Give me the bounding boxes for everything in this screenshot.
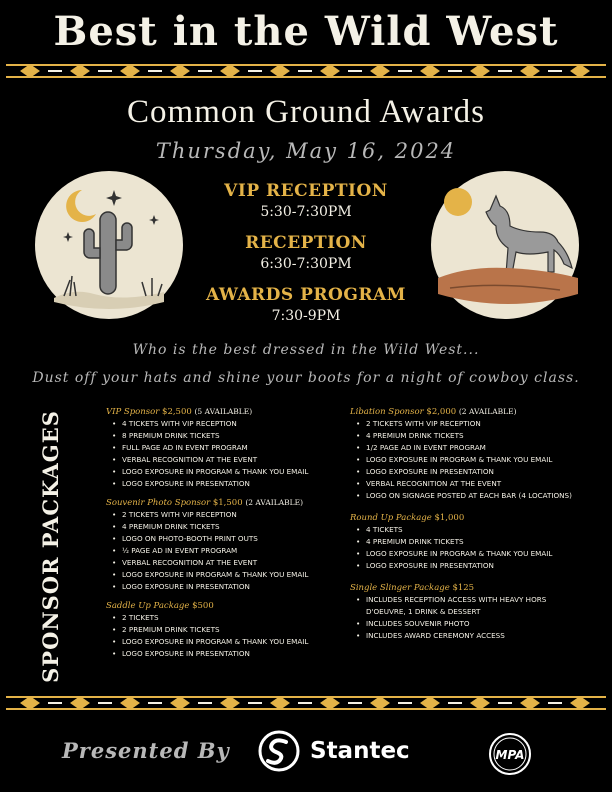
presented-by-label: Presented By — [62, 738, 230, 763]
full-moon-icon — [444, 188, 472, 216]
mpa-logo — [488, 732, 532, 776]
list-item: • 4 PREMIUM DRINK TICKETS — [356, 430, 606, 442]
package-name: Saddle Up Package — [106, 601, 190, 611]
vip-reception-time: 5:30-7:30PM — [260, 204, 352, 220]
package-title — [350, 406, 606, 418]
package-benefits-list — [112, 418, 346, 490]
package-name: Libation Sponsor — [350, 407, 424, 417]
list-item: • 4 TICKETS — [356, 524, 606, 536]
package-price: $125 — [452, 583, 475, 593]
package-title — [106, 497, 346, 509]
list-item: • LOGO EXPOSURE IN PROGRAM & THANK YOU EMAIL — [356, 454, 606, 466]
event-date: Thursday, May 16, 2024 — [155, 139, 457, 163]
list-item: • LOGO EXPOSURE IN PROGRAM & THANK YOU EMAIL — [112, 569, 346, 581]
list-item: • FULL PAGE AD IN EVENT PROGRAM — [112, 442, 346, 454]
list-item: • LOGO EXPOSURE IN PRESENTATION — [356, 560, 606, 572]
list-item: • LOGO EXPOSURE IN PRESENTATION — [356, 466, 606, 478]
desert-cactus-illustration — [34, 170, 184, 320]
list-item: • 1/2 PAGE AD IN EVENT PROGRAM — [356, 442, 606, 454]
package-libation-sponsor — [350, 406, 606, 502]
list-item: • 4 TICKETS WITH VIP RECEPTION — [112, 418, 346, 430]
stantec-logo — [258, 730, 410, 772]
aztec-border-top — [6, 60, 606, 82]
reception-time: 6:30-7:30PM — [260, 256, 352, 272]
stantec-name: Stantec — [310, 738, 410, 764]
package-price: $1,000 — [434, 513, 465, 523]
list-item: • INCLUDES AWARD CEREMONY ACCESS — [356, 630, 606, 642]
list-item: • LOGO EXPOSURE IN PRESENTATION — [112, 648, 346, 660]
package-availability: (5 AVAILABLE) — [194, 407, 253, 416]
list-item: • 2 TICKETS WITH VIP RECEPTION — [112, 509, 346, 521]
reception-label: RECEPTION — [245, 233, 367, 253]
package-benefits-list — [356, 524, 606, 572]
package-vip-sponsor — [106, 406, 346, 490]
list-item: • 2 PREMIUM DRINK TICKETS — [112, 624, 346, 636]
sponsor-packages-heading-text: SPONSOR PACKAGES — [37, 409, 63, 683]
package-saddle-up — [106, 600, 346, 660]
package-price: $2,500 — [162, 407, 192, 417]
list-item: • LOGO EXPOSURE IN PRESENTATION — [112, 581, 346, 593]
package-title — [350, 582, 606, 594]
list-item: • LOGO EXPOSURE IN PRESENTATION — [112, 478, 346, 490]
package-benefits-list — [356, 594, 606, 642]
package-price: $1,500 — [212, 498, 243, 508]
list-item: • 8 PREMIUM DRINK TICKETS — [112, 430, 346, 442]
list-item: • VERBAL RECOGNITION AT THE EVENT — [112, 454, 346, 466]
package-benefits-list — [112, 509, 346, 593]
list-item: • INCLUDES SOUVENIR PHOTO — [356, 618, 606, 630]
list-item: • LOGO EXPOSURE IN PROGRAM & THANK YOU EMAIL — [112, 636, 346, 648]
package-single-slinger — [350, 582, 606, 642]
coyote-illustration — [430, 170, 580, 320]
sponsor-column-right — [350, 406, 606, 649]
package-benefits-list — [356, 418, 606, 502]
event-subtitle: Common Ground Awards — [127, 94, 485, 130]
package-name: Single Slinger Package — [350, 583, 450, 593]
package-availability: (2 AVAILABLE) — [245, 498, 304, 507]
list-item: • 4 PREMIUM DRINK TICKETS — [112, 521, 346, 533]
list-item: • 2 TICKETS WITH VIP RECEPTION — [356, 418, 606, 430]
list-item: • 2 TICKETS — [112, 612, 346, 624]
list-item: • LOGO ON PHOTO-BOOTH PRINT OUTS — [112, 533, 346, 545]
tagline-cowboy-class: Dust off your hats and shine your boots for a night of cowboy class. — [32, 370, 580, 386]
package-price: $500 — [192, 601, 214, 611]
package-round-up — [350, 512, 606, 572]
stantec-logo-icon — [258, 730, 300, 772]
package-price: $2,000 — [426, 407, 457, 417]
list-item: • VERBAL RECOGNITION AT THE EVENT — [356, 478, 606, 490]
list-item: • 4 PREMIUM DRINK TICKETS — [356, 536, 606, 548]
package-name: VIP Sponsor — [106, 407, 160, 417]
package-name: Souvenir Photo Sponsor — [106, 498, 211, 508]
list-item: • ½ PAGE AD IN EVENT PROGRAM — [112, 545, 346, 557]
mpa-logo-text: MPA — [495, 748, 525, 762]
package-benefits-list — [112, 612, 346, 660]
package-souvenir-photo-sponsor — [106, 497, 346, 593]
list-item: • INCLUDES RECEPTION ACCESS WITH HEAVY HORS D'OEUVRE, 1 DRINK & DESSERT — [356, 594, 571, 618]
list-item: • LOGO EXPOSURE IN PROGRAM & THANK YOU EMAIL — [112, 466, 346, 478]
event-title: Best in the Wild West — [53, 8, 559, 55]
list-item: • LOGO ON SIGNAGE POSTED AT EACH BAR (4 LOCATIONS) — [356, 490, 606, 502]
package-name: Round Up Package — [350, 513, 432, 523]
tagline-best-dressed: Who is the best dressed in the Wild West... — [132, 342, 480, 358]
package-title — [106, 406, 346, 418]
aztec-border-bottom — [6, 692, 606, 714]
awards-program-label: AWARDS PROGRAM — [206, 285, 406, 305]
package-title — [106, 600, 346, 612]
list-item: • LOGO EXPOSURE IN PROGRAM & THANK YOU EMAIL — [356, 548, 606, 560]
package-availability: (2 AVAILABLE) — [458, 407, 517, 416]
awards-program-time: 7:30-9PM — [271, 308, 341, 324]
event-schedule — [170, 180, 442, 336]
vip-reception-label: VIP RECEPTION — [224, 181, 388, 201]
package-title — [350, 512, 606, 524]
list-item: • VERBAL RECOGNITION AT THE EVENT — [112, 557, 346, 569]
sponsor-column-left — [106, 406, 346, 667]
sponsor-packages-heading — [30, 410, 70, 682]
